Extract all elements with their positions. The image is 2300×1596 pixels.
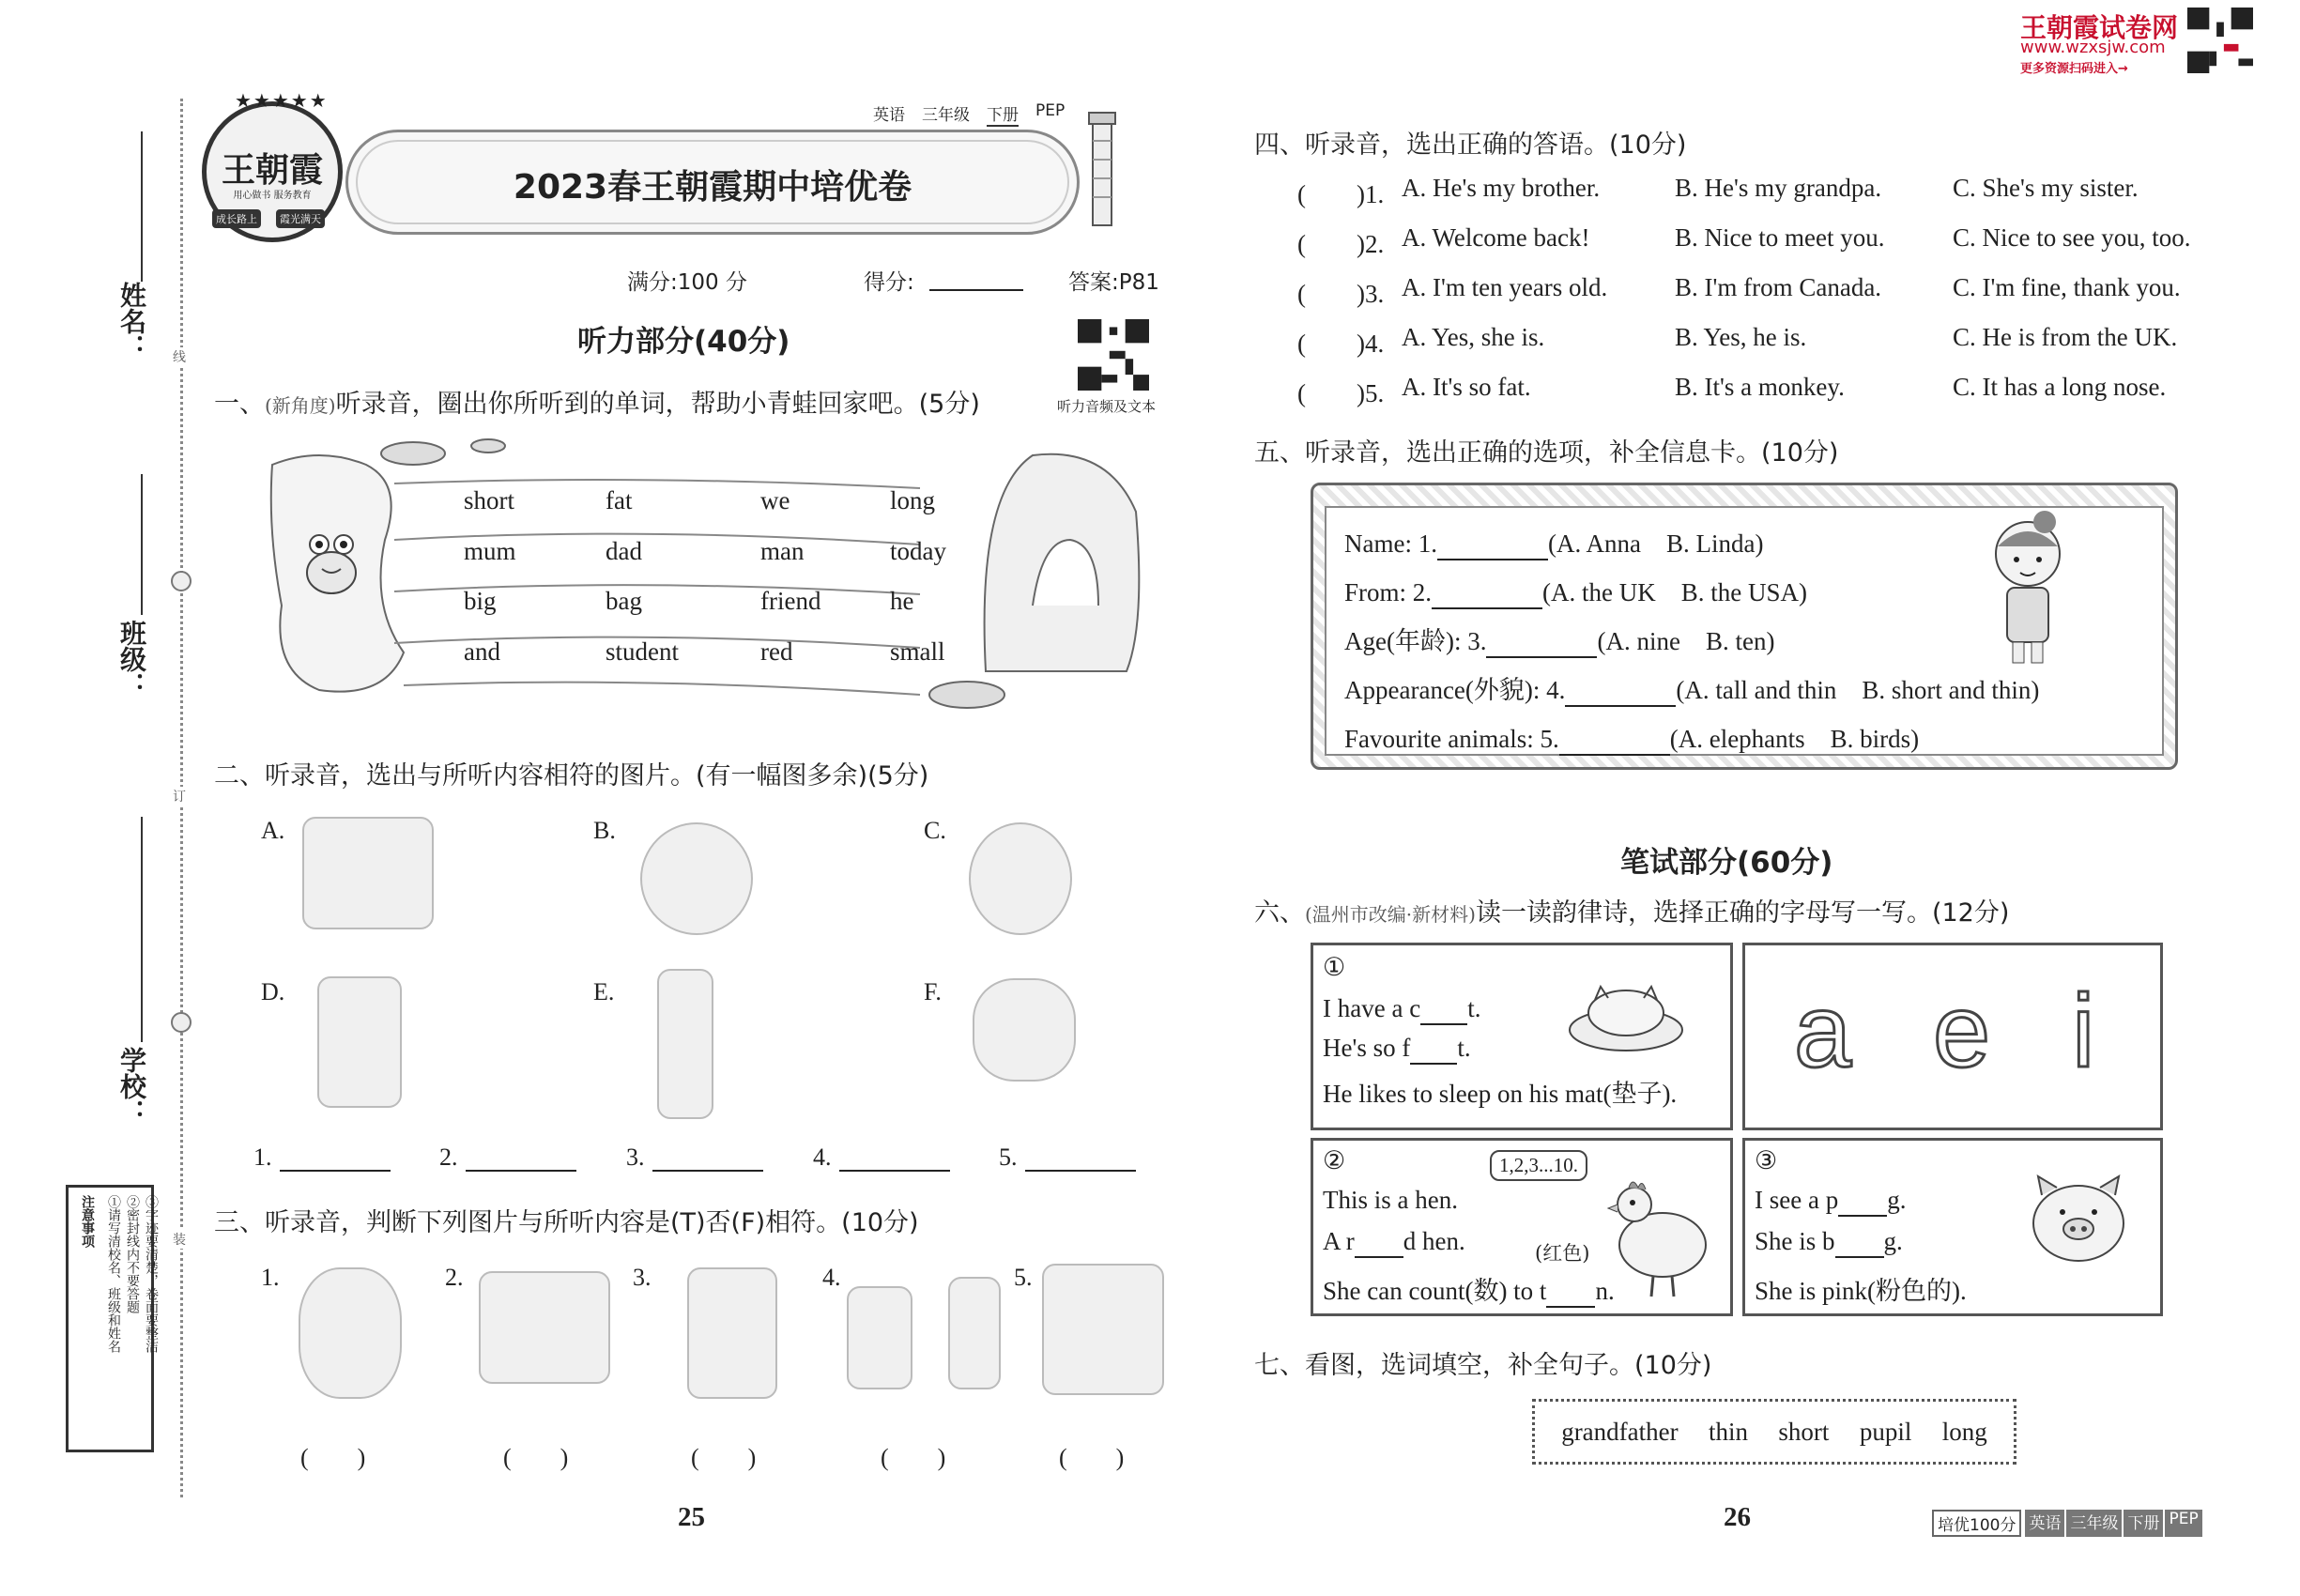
q4-option-b: B. Yes, he is.: [1675, 323, 1807, 351]
q1-word[interactable]: long: [890, 486, 936, 514]
q1-word[interactable]: bag: [606, 587, 642, 615]
q4-option-c: C. She's my sister.: [1953, 174, 2139, 202]
letter-blank[interactable]: [1355, 1227, 1403, 1258]
qr-code-icon[interactable]: [1078, 319, 1149, 391]
name-label: 姓名：: [116, 282, 147, 361]
rhyme-line: [1755, 1186, 1906, 1217]
footer-tag: 下册: [2124, 1510, 2163, 1537]
q2-option-label: E.: [593, 978, 615, 1005]
q1-word[interactable]: and: [464, 637, 500, 666]
rhyme-text: She is pink(粉色的).: [1755, 1277, 1967, 1305]
q5-line: [1344, 572, 1807, 609]
q2-answer-blank[interactable]: [1025, 1170, 1136, 1172]
rhyme-text: This is a hen.: [1323, 1186, 1458, 1214]
q4-option-b: B. Nice to meet you.: [1675, 223, 1885, 252]
q4-option-b: B. It's a monkey.: [1675, 373, 1845, 401]
q1-tag: (新角度): [265, 394, 336, 417]
letter-i: i: [2072, 974, 2095, 1089]
q1-word[interactable]: man: [760, 537, 805, 565]
rhyme-line: [1323, 1270, 1615, 1308]
binding-hole: [171, 571, 192, 591]
header-meta: [873, 101, 1065, 127]
rhyme-line: [1323, 1227, 1465, 1258]
word-bank-item: thin: [1709, 1417, 1749, 1446]
q1-word[interactable]: short: [464, 486, 514, 514]
q6-num: 六、: [1254, 898, 1305, 928]
q4-option-b: B. I'm from Canada.: [1675, 273, 1882, 301]
footer-tag: 英语: [2025, 1510, 2064, 1537]
q4-option-a: A. Yes, she is.: [1402, 323, 1545, 351]
q1-word[interactable]: mum: [464, 537, 516, 565]
logo-slogan-left: 成长路上: [212, 209, 261, 228]
written-heading: 笔试部分(60分): [1620, 846, 1833, 880]
cut-mark: 线: [173, 347, 186, 366]
q6-title: [1254, 892, 2009, 928]
rhyme-number: ②: [1323, 1146, 1346, 1174]
class-label: 班级：: [116, 620, 147, 698]
grandma-picture[interactable]: [969, 822, 1072, 935]
word-bank-item: long: [1941, 1417, 1987, 1446]
word-bank: [1532, 1399, 2016, 1465]
brand-qr-icon[interactable]: [2187, 8, 2253, 73]
boy-picture: [847, 1286, 912, 1389]
q1-word[interactable]: fat: [606, 486, 633, 514]
q1-word[interactable]: we: [760, 486, 790, 514]
brand-subtitle: 更多资源扫码进入→: [2020, 62, 2128, 76]
letter-a: a: [1794, 974, 1852, 1089]
q2-blank-label: 2.: [439, 1143, 458, 1171]
sleeping-cat-icon: [1565, 974, 1687, 1058]
reading-girl-picture: [1042, 1264, 1164, 1395]
school-label: 学校：: [116, 1047, 147, 1126]
logo-slogan-right: 霞光满天: [276, 209, 325, 228]
q4-option-c: C. It has a long nose.: [1953, 373, 2167, 401]
meta-edition: PEP: [1035, 101, 1066, 120]
bridge-picture[interactable]: [302, 817, 434, 929]
rhyme-text: n.: [1595, 1277, 1615, 1305]
q1-path-illustration: [263, 437, 1145, 718]
title-band: [345, 130, 1080, 235]
letter-blank[interactable]: [1546, 1277, 1595, 1308]
lighthouse-icon: [1080, 103, 1125, 230]
q2-blank-label: 3.: [626, 1143, 645, 1171]
rhyme-box-2: [1311, 1138, 1733, 1316]
rhyme-line: [1755, 1227, 1903, 1258]
q3-answer-paren[interactable]: ( ): [1059, 1444, 1125, 1471]
letter-e: e: [1933, 974, 1991, 1089]
q5-label: From: 2.: [1344, 578, 1433, 606]
meta-grade: 三年级: [922, 106, 970, 125]
q5-title: 五、听录音，选出正确的选项，补全信息卡。(10分): [1254, 438, 1839, 468]
q4-option-a: A. He's my brother.: [1402, 174, 1601, 202]
q3-num: 1.: [261, 1264, 280, 1291]
page-number-left: 25: [678, 1502, 705, 1532]
notice-title: 注意事项: [80, 1195, 95, 1248]
q5-line: [1344, 718, 1919, 756]
word-bank-item: pupil: [1859, 1417, 1912, 1446]
q6-text: 读一读韵律诗，选择正确的字母写一写。(12分): [1475, 898, 2010, 928]
class-field[interactable]: [141, 474, 143, 615]
girl-picture[interactable]: [640, 822, 753, 935]
letter-blank[interactable]: [1835, 1227, 1884, 1258]
q3-answer-paren[interactable]: ( ): [691, 1444, 757, 1471]
q4-option-a: A. I'm ten years old.: [1402, 273, 1608, 301]
q2-option-label: F.: [924, 978, 942, 1005]
notice-box: [66, 1185, 159, 1452]
rhyme-text: I see a p: [1755, 1186, 1839, 1214]
great-wall-picture: [479, 1271, 610, 1384]
q4-option-a: A. It's so fat.: [1402, 373, 1531, 401]
listening-heading: 听力部分(40分): [577, 325, 790, 359]
q5-answer-blank[interactable]: [1432, 578, 1542, 609]
q5-options: (A. elephants B. birds): [1669, 725, 1920, 753]
page-title: 2023春王朝霞期中培优卷: [513, 168, 912, 207]
word-bank-item: grandfather: [1561, 1417, 1679, 1446]
color-hint: (红色): [1535, 1242, 1590, 1265]
binding-hole: [171, 1012, 192, 1033]
rhyme-text: g.: [1887, 1186, 1907, 1214]
page-number-right: 26: [1724, 1502, 1751, 1532]
meta-subject: 英语: [873, 106, 905, 125]
q5-answer-blank[interactable]: [1559, 725, 1670, 756]
word-bank-item: short: [1778, 1417, 1830, 1446]
q1-word[interactable]: friend: [760, 587, 821, 615]
name-field[interactable]: [141, 131, 143, 282]
rhyme-line: [1323, 1034, 1471, 1065]
q4-option-c: C. He is from the UK.: [1953, 323, 2178, 351]
q3-title: 三、听录音，判断下列图片与所听内容是(T)否(F)相符。(10分): [214, 1208, 919, 1237]
rhyme-text: I have a c: [1323, 994, 1421, 1022]
elephant-picture[interactable]: [973, 978, 1076, 1082]
logo-small-text: 用心做书 服务教育: [233, 191, 312, 201]
q5-options: (A. Anna B. Linda): [1547, 529, 1764, 558]
q3-answer-paren[interactable]: ( ): [300, 1444, 366, 1471]
boy-picture[interactable]: [317, 976, 402, 1108]
letter-blank[interactable]: [1420, 994, 1467, 1025]
rhyme-text: t.: [1457, 1034, 1471, 1062]
brand-logo: [202, 89, 343, 242]
q5-label: Age(年龄): 3.: [1344, 627, 1487, 655]
footer-tag: PEP: [2165, 1510, 2201, 1537]
q2-blank-label: 4.: [813, 1143, 832, 1171]
q1-word[interactable]: red: [760, 637, 793, 666]
q2-answer-blank[interactable]: [280, 1170, 391, 1172]
q5-label: Appearance(外貌): 4.: [1344, 676, 1566, 704]
meta-volume: 下册: [987, 101, 1019, 127]
rhyme-text: He's so f: [1323, 1034, 1411, 1062]
rhyme-text: She is b: [1755, 1227, 1835, 1255]
q1-text: 听录音，圈出你所听到的单词，帮助小青蛙回家吧。(5分): [335, 390, 980, 419]
notice-item: ③字迹要清楚，卷面要整洁: [144, 1195, 159, 1353]
q5-answer-blank[interactable]: [1486, 627, 1597, 658]
rhyme-text: She can count(数) to t: [1323, 1277, 1547, 1305]
q4-title: 四、听录音，选出正确的答语。(10分): [1254, 130, 1687, 160]
q4-option-c: C. I'm fine, thank you.: [1953, 273, 2181, 301]
full-score: 满分:100 分: [627, 270, 747, 295]
doctor-picture[interactable]: [657, 969, 713, 1119]
q4-option-b: B. He's my grandpa.: [1675, 174, 1882, 202]
girl-picture: [948, 1277, 1001, 1389]
man-picture: [687, 1267, 777, 1399]
q3-answer-paren[interactable]: ( ): [881, 1444, 946, 1471]
footer-series-name: 培优100分: [1932, 1510, 2021, 1537]
rhyme-line: [1323, 994, 1480, 1025]
rhyme-text: g.: [1883, 1227, 1903, 1255]
q2-answer-blank[interactable]: [839, 1170, 950, 1172]
q4-item-number[interactable]: ( )1.: [1297, 180, 1385, 208]
q1-word[interactable]: dad: [606, 537, 642, 565]
q1-word[interactable]: he: [890, 587, 914, 615]
q4-item-number[interactable]: ( )4.: [1297, 330, 1385, 358]
speech-bubble: 1,2,3...10.: [1490, 1150, 1587, 1181]
bear-picture: [299, 1267, 402, 1399]
rhyme-box-3: [1742, 1138, 2163, 1316]
q5-line: [1344, 523, 1763, 560]
q5-label: Name: 1.: [1344, 529, 1437, 558]
rhyme-text: A r: [1323, 1227, 1355, 1255]
q5-options: (A. the UK B. the USA): [1542, 578, 1807, 606]
notice-item: ①请写清校名、班级和姓名: [106, 1195, 121, 1353]
q3-num: 3.: [633, 1264, 652, 1291]
q2-answer-blank[interactable]: [466, 1170, 576, 1172]
notice-item: ②密封线内不要答题: [125, 1195, 140, 1313]
letter-blank[interactable]: [1410, 1034, 1457, 1065]
footer-tag: 三年级: [2066, 1510, 2122, 1537]
q3-answer-paren[interactable]: ( ): [503, 1444, 569, 1471]
hen-icon: [1604, 1165, 1717, 1306]
letter-blank[interactable]: [1838, 1186, 1887, 1217]
q6-tag: (温州市改编·新材料): [1305, 903, 1476, 926]
q1-word[interactable]: today: [890, 537, 946, 565]
score-label: 得分:: [864, 270, 914, 295]
q4-item-number[interactable]: ( )2.: [1297, 230, 1385, 258]
frog-icon: [299, 526, 364, 601]
pig-icon: [2019, 1167, 2138, 1270]
q1-num: 一、: [214, 390, 265, 419]
q1-word[interactable]: student: [606, 637, 679, 666]
letters-box: [1742, 943, 2163, 1130]
q3-num: 4.: [822, 1264, 841, 1291]
rhyme-text: He likes to sleep on his mat(垫子).: [1323, 1080, 1678, 1108]
q2-option-label: B.: [593, 817, 616, 844]
qr-caption: 听力音频及文本: [1057, 398, 1157, 415]
q2-answer-blank[interactable]: [652, 1170, 763, 1172]
q5-answer-blank[interactable]: [1437, 529, 1548, 560]
brand-url: www.wzxsjw.com: [2020, 38, 2166, 57]
q5-options: (A. nine B. ten): [1597, 627, 1775, 655]
q3-num: 5.: [1014, 1264, 1033, 1291]
answer-ref: 答案:P81: [1068, 270, 1159, 295]
logo-text: 王朝霞: [221, 151, 323, 190]
q5-options: (A. tall and thin B. short and thin): [1676, 676, 2040, 704]
q3-num: 2.: [445, 1264, 464, 1291]
rhyme-text: d hen.: [1403, 1227, 1465, 1255]
star-icon: ★★★★★: [235, 89, 329, 112]
rhyme-text: t.: [1467, 994, 1481, 1022]
footer-series: [1932, 1510, 2202, 1537]
q1-title: [214, 383, 980, 420]
q2-blank-label: 1.: [253, 1143, 272, 1171]
q4-item-number[interactable]: ( )3.: [1297, 280, 1385, 308]
q1-word[interactable]: big: [464, 587, 497, 615]
q2-option-label: A.: [261, 817, 285, 844]
rhyme-box-1: [1311, 943, 1733, 1130]
q2-blank-label: 5.: [999, 1143, 1018, 1171]
q5-answer-blank[interactable]: [1565, 676, 1676, 707]
q5-line: [1344, 621, 1774, 658]
girl-character-icon: [1971, 507, 2084, 667]
rhyme-number: ③: [1755, 1146, 1778, 1174]
q2-option-label: C.: [924, 817, 946, 844]
q4-option-c: C. Nice to see you, too.: [1953, 223, 2191, 252]
q2-option-label: D.: [261, 978, 285, 1005]
cut-mark: 装: [173, 1230, 186, 1249]
q4-item-number[interactable]: ( )5.: [1297, 379, 1385, 407]
brand-name: 王朝霞试卷网: [2020, 12, 2179, 43]
cut-mark: 订: [173, 787, 186, 806]
q4-option-a: A. Welcome back!: [1402, 223, 1590, 252]
school-field[interactable]: [141, 817, 143, 1042]
q5-line: [1344, 669, 2039, 707]
q2-title: 二、听录音，选出与所听内容相符的图片。(有一幅图多余)(5分): [214, 761, 929, 790]
rhyme-number: ①: [1323, 953, 1346, 981]
score-field[interactable]: [929, 289, 1023, 291]
q7-title: 七、看图，选词填空，补全句子。(10分): [1254, 1351, 1712, 1380]
q1-word[interactable]: small: [890, 637, 945, 666]
q5-label: Favourite animals: 5.: [1344, 725, 1559, 753]
